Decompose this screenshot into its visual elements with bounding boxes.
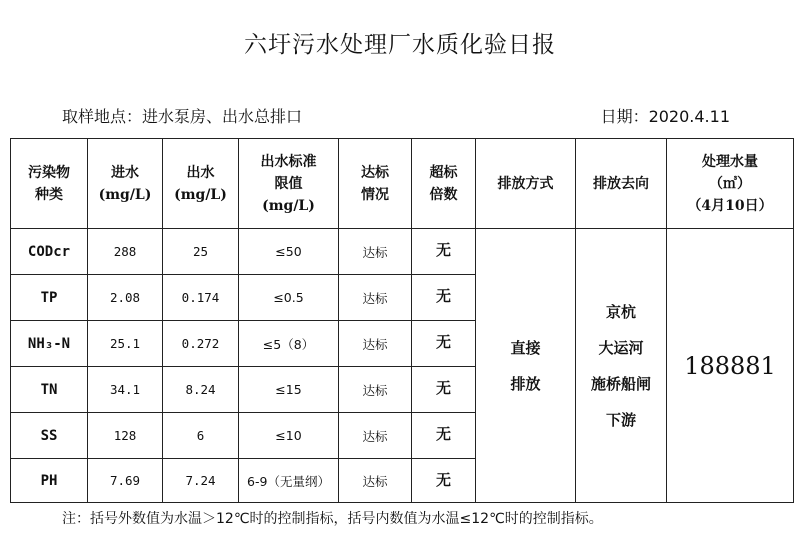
header-discharge-method: 排放方式: [476, 139, 576, 229]
pollutant-name: CODcr: [11, 229, 88, 275]
header-outflow: 出水 (mg/L): [163, 139, 239, 229]
footnote: 注：括号外数值为水温＞12℃时的控制指标，括号内数值为水温≤12℃时的控制指标。: [62, 511, 603, 527]
status-value: 达标: [339, 275, 412, 321]
outflow-value: 0.174: [163, 275, 239, 321]
pollutant-name: TP: [11, 275, 88, 321]
status-value: 达标: [339, 321, 412, 367]
report-date: 日期：2020.4.11: [600, 107, 730, 126]
header-exceed: 超标 倍数: [412, 139, 476, 229]
exceed-value: 无: [412, 321, 476, 367]
status-value: 达标: [339, 367, 412, 413]
header-pollutant: 污染物 种类: [11, 139, 88, 229]
status-value: 达标: [339, 229, 412, 275]
inflow-value: 7.69: [88, 459, 163, 503]
outflow-value: 6: [163, 413, 239, 459]
limit-value: 6-9（无量纲）: [239, 459, 339, 503]
exceed-value: 无: [412, 229, 476, 275]
water-quality-table: [10, 138, 794, 503]
exceed-value: 无: [412, 459, 476, 503]
header-status: 达标 情况: [339, 139, 412, 229]
outflow-value: 8.24: [163, 367, 239, 413]
limit-value: ≤5（8）: [239, 321, 339, 367]
header-discharge-destination: 排放去向: [576, 139, 667, 229]
pollutant-name: PH: [11, 459, 88, 503]
limit-value: ≤15: [239, 367, 339, 413]
limit-value: ≤10: [239, 413, 339, 459]
limit-value: ≤50: [239, 229, 339, 275]
exceed-value: 无: [412, 413, 476, 459]
pollutant-name: NH₃-N: [11, 321, 88, 367]
header-volume: 处理水量 （㎥） （4月10日）: [667, 139, 794, 229]
inflow-value: 25.1: [88, 321, 163, 367]
inflow-value: 34.1: [88, 367, 163, 413]
header-row: [11, 139, 794, 229]
table-row: [11, 229, 794, 275]
report-title: 六圩污水处理厂水质化验日报: [244, 32, 556, 58]
inflow-value: 128: [88, 413, 163, 459]
discharge-destination-cell: 京杭 大运河 施桥船闸 下游: [576, 229, 667, 503]
limit-value: ≤0.5: [239, 275, 339, 321]
header-inflow: 进水 (mg/L): [88, 139, 163, 229]
pollutant-name: TN: [11, 367, 88, 413]
inflow-value: 2.08: [88, 275, 163, 321]
discharge-method-cell: 直接 排放: [476, 229, 576, 503]
inflow-value: 288: [88, 229, 163, 275]
outflow-value: 7.24: [163, 459, 239, 503]
status-value: 达标: [339, 413, 412, 459]
header-limit: 出水标准 限值 (mg/L): [239, 139, 339, 229]
outflow-value: 0.272: [163, 321, 239, 367]
outflow-value: 25: [163, 229, 239, 275]
volume-value: 188881: [667, 229, 794, 503]
pollutant-name: SS: [11, 413, 88, 459]
sampling-location: 取样地点：进水泵房、出水总排口: [62, 107, 303, 126]
exceed-value: 无: [412, 275, 476, 321]
status-value: 达标: [339, 459, 412, 503]
exceed-value: 无: [412, 367, 476, 413]
